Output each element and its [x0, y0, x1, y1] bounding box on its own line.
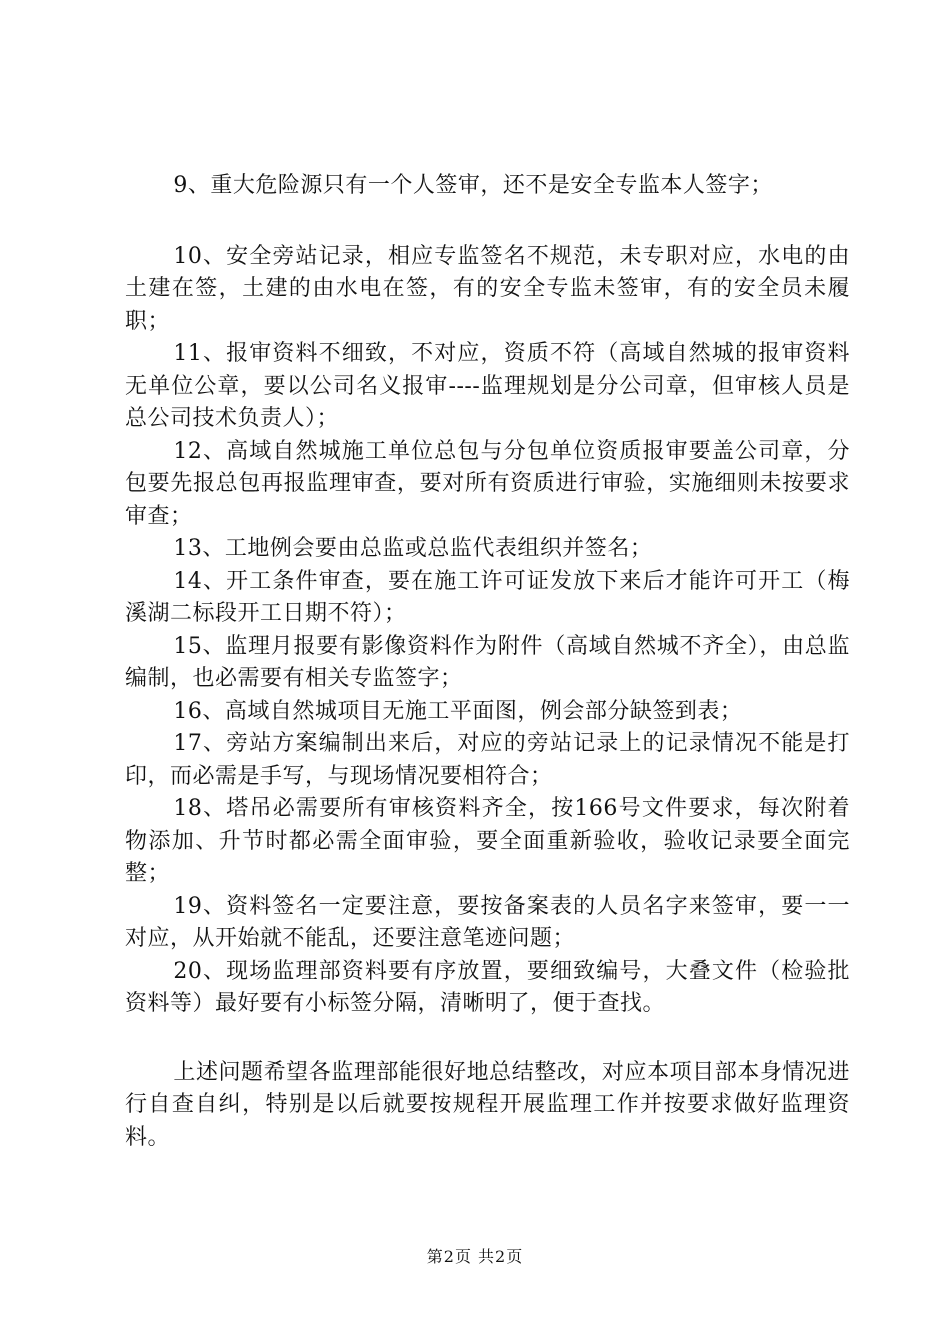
list-item-20: 20、现场监理部资料要有序放置，要细致编号，大叠文件（检验批资料等）最好要有小标签分隔，清晰明了，便于查找。 — [125, 958, 850, 1016]
page-number-footer: 第2页 共2页 — [426, 1247, 524, 1266]
list-item-15: 15、监理月报要有影像资料作为附件（高域自然城不齐全），由总监编制，也必需要有相关专监签字； — [125, 633, 850, 691]
list-item-18: 18、塔吊必需要所有审核资料齐全，按166号文件要求，每次附着物添加、升节时都必需全面审验，要全面重新验收，验收记录要全面完整； — [125, 796, 850, 886]
list-item-10: 10、安全旁站记录，相应专监签名不规范，未专职对应，水电的由土建在签，土建的由水电在签，有的安全专监未签审，有的安全员未履职； — [125, 243, 850, 334]
list-item-12: 12、高域自然城施工单位总包与分包单位资质报审要盖公司章，分包要先报总包再报监理审查，要对所有资质进行审验，实施细则未按要求审查； — [125, 438, 850, 529]
list-item-11: 11、报审资料不细致，不对应，资质不符（高域自然城的报审资料无单位公章，要以公司名义报审----监理规划是分公司章，但审核人员是总公司技术负责人）； — [125, 341, 850, 431]
list-item-13: 13、工地例会要由总监或总监代表组织并签名； — [173, 536, 653, 561]
list-item-17: 17、旁站方案编制出来后，对应的旁站记录上的记录情况不能是打印，而必需是手写，与现场情况要相符合； — [125, 731, 850, 789]
list-item-16: 16、高域自然城项目无施工平面图，例会部分缺签到表； — [173, 698, 743, 724]
list-item-9: 9、重大危险源只有一个人签审，还不是安全专监本人签字； — [173, 173, 773, 198]
list-item-14: 14、开工条件审查，要在施工许可证发放下来后才能许可开工（梅溪湖二标段开工日期不符）； — [125, 568, 850, 626]
document-body — [125, 170, 850, 1154]
list-item-19: 19、资料签名一定要注意，要按备案表的人员名字来签审，要一一对应，从开始就不能乱，还要注意笔迹问题； — [125, 893, 850, 951]
conclusion-paragraph: 上述问题希望各监理部能很好地总结整改，对应本项目部本身情况进行自查自纠，特别是以后就要按规程开展监理工作并按要求做好监理资料。 — [125, 1059, 850, 1150]
